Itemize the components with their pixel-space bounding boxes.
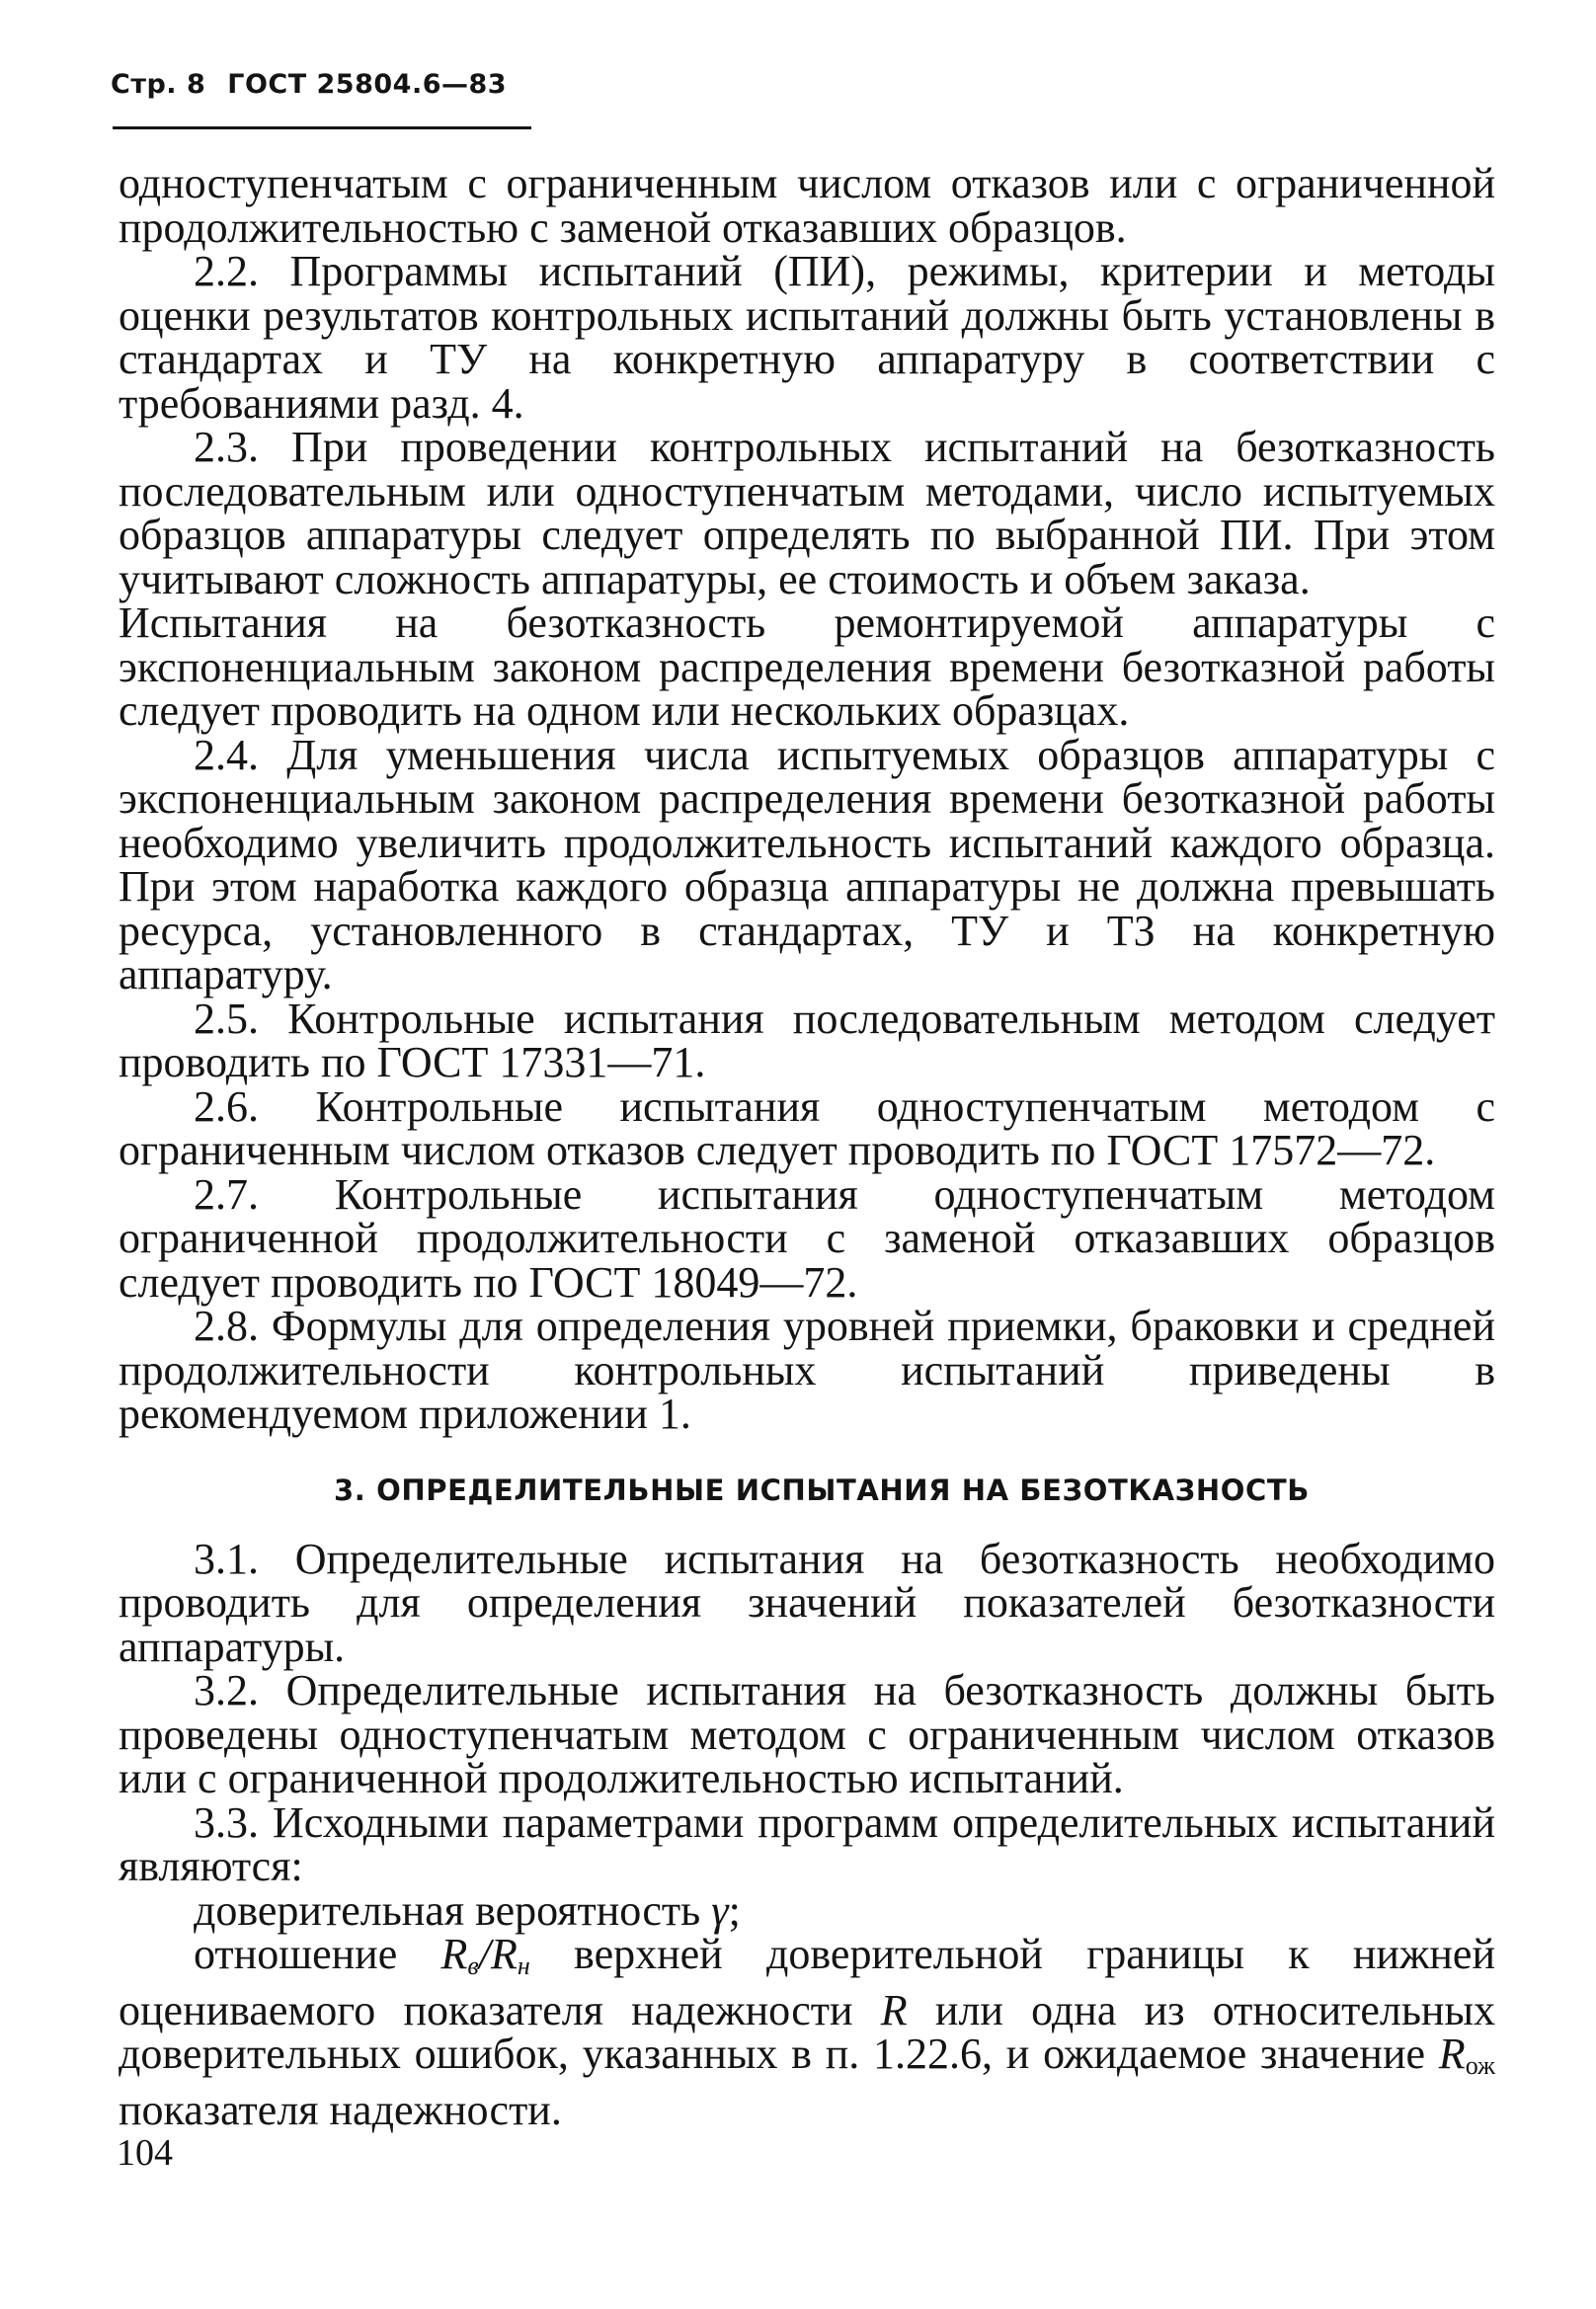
standard-number: ГОСТ 25804.6—83 — [227, 69, 508, 100]
symbol-R-expected: R — [1438, 2030, 1466, 2078]
paragraph-2-5: 2.5. Контрольные испытания последовательным методом следует проводить по ГОСТ 17331—71. — [119, 994, 1495, 1086]
paragraph-2-2: 2.2. Программы испытаний (ПИ), режимы, критерии и методы оценки результатов контрольных испытаний должны быть установлены в стандартах и ТУ на конкретную аппаратуру в соответствии с требованиями разд. 4. — [119, 247, 1495, 428]
paragraph-3-3: 3.3. Исходными параметрами программ определительных испытаний являются: — [119, 1797, 1495, 1890]
header-rule — [113, 126, 531, 129]
ratio-prefix: отношение — [194, 1930, 398, 1978]
gamma-symbol: γ — [711, 1885, 729, 1935]
page-number: 104 — [117, 2132, 173, 2174]
symbol-R-lower: R — [490, 1930, 518, 1978]
ratio-text-c: показателя надежности. — [119, 2085, 562, 2134]
paragraph-2-3: 2.3. При проведении контрольных испытаний на безотказность последовательным или одноступенчатым методами, число испытуемых образцов аппаратуры следует определять по выбранной ПИ. При этом учитывают сложность аппаратуры, ее стоимость и объем заказа. — [119, 423, 1495, 603]
item-confidence-probability — [119, 1885, 1495, 1935]
item-confidence-end: ; — [728, 1885, 741, 1935]
paragraph-3-1: 3.1. Определительные испытания на безотказность необходимо проводить для определения значений показателей безотказности аппаратуры. — [119, 1534, 1495, 1671]
running-head — [111, 69, 507, 100]
paragraph-2-7: 2.7. Контрольные испытания одноступенчатым методом ограниченной продолжительности с заменой отказавших образцов следует проводить по ГОСТ 18049—72. — [119, 1169, 1495, 1307]
page-label: Стр. 8 — [111, 69, 206, 100]
item-ratio — [119, 1930, 1496, 2134]
paragraph-2-3-extra: Испытания на безотказность ремонтируемой аппаратуры с экспоненциальным законом распределения времени безотказной работы следует проводить на одном или нескольких образцах. — [119, 598, 1495, 735]
symbol-R: R — [880, 1985, 908, 2034]
section-3-heading: 3. ОПРЕДЕЛИТЕЛЬНЫЕ ИСПЫТАНИЯ НА БЕЗОТКАЗНОСТЬ — [334, 1473, 1310, 1507]
page-body — [119, 159, 1496, 2134]
paragraph-2-4: 2.4. Для уменьшения числа испытуемых образцов аппаратуры с экспоненциальным законом распределения времени безотказной работы необходимо увеличить продолжительность испытаний каждого образца. При этом наработка каждого образца аппаратуры не должна превышать ресурса, установленного в стандартах, ТУ и ТЗ на конкретную аппаратуру. — [119, 730, 1495, 998]
subscript-lower: н — [517, 1951, 530, 1980]
item-confidence-text: доверительная вероятность — [194, 1885, 701, 1935]
ratio-text-b: или одна из относительных доверительных ошибок, указанных в п. 1.22.6, и ожидаемое значение — [119, 1985, 1496, 2078]
paragraph-2-6: 2.6. Контрольные испытания одноступенчатым методом с ограниченным числом отказов следует проводить по ГОСТ 17572—72. — [119, 1081, 1495, 1174]
subscript-upper: в — [467, 1951, 479, 1980]
subscript-expected: ож — [1465, 2051, 1496, 2080]
paragraph-2-1-continued: одноступенчатым с ограниченным числом отказов или с ограниченной продолжительностью с заменой отказавших образцов. — [119, 159, 1495, 252]
paragraph-3-2: 3.2. Определительные испытания на безотказность должны быть проведены одноступенчатым методом с ограниченным числом отказов или с ограниченной продолжительностью испытаний. — [119, 1666, 1495, 1802]
ratio-slash: / — [478, 1930, 491, 1978]
paragraph-2-8: 2.8. Формулы для определения уровней приемки, браковки и средней продолжительности контрольных испытаний приведены в рекомендуемом приложении 1. — [119, 1302, 1495, 1438]
ratio-text-a: верхней доверительной границы к нижней оцениваемого показателя надежности — [119, 1930, 1496, 2034]
symbol-R-upper: R — [440, 1930, 468, 1978]
